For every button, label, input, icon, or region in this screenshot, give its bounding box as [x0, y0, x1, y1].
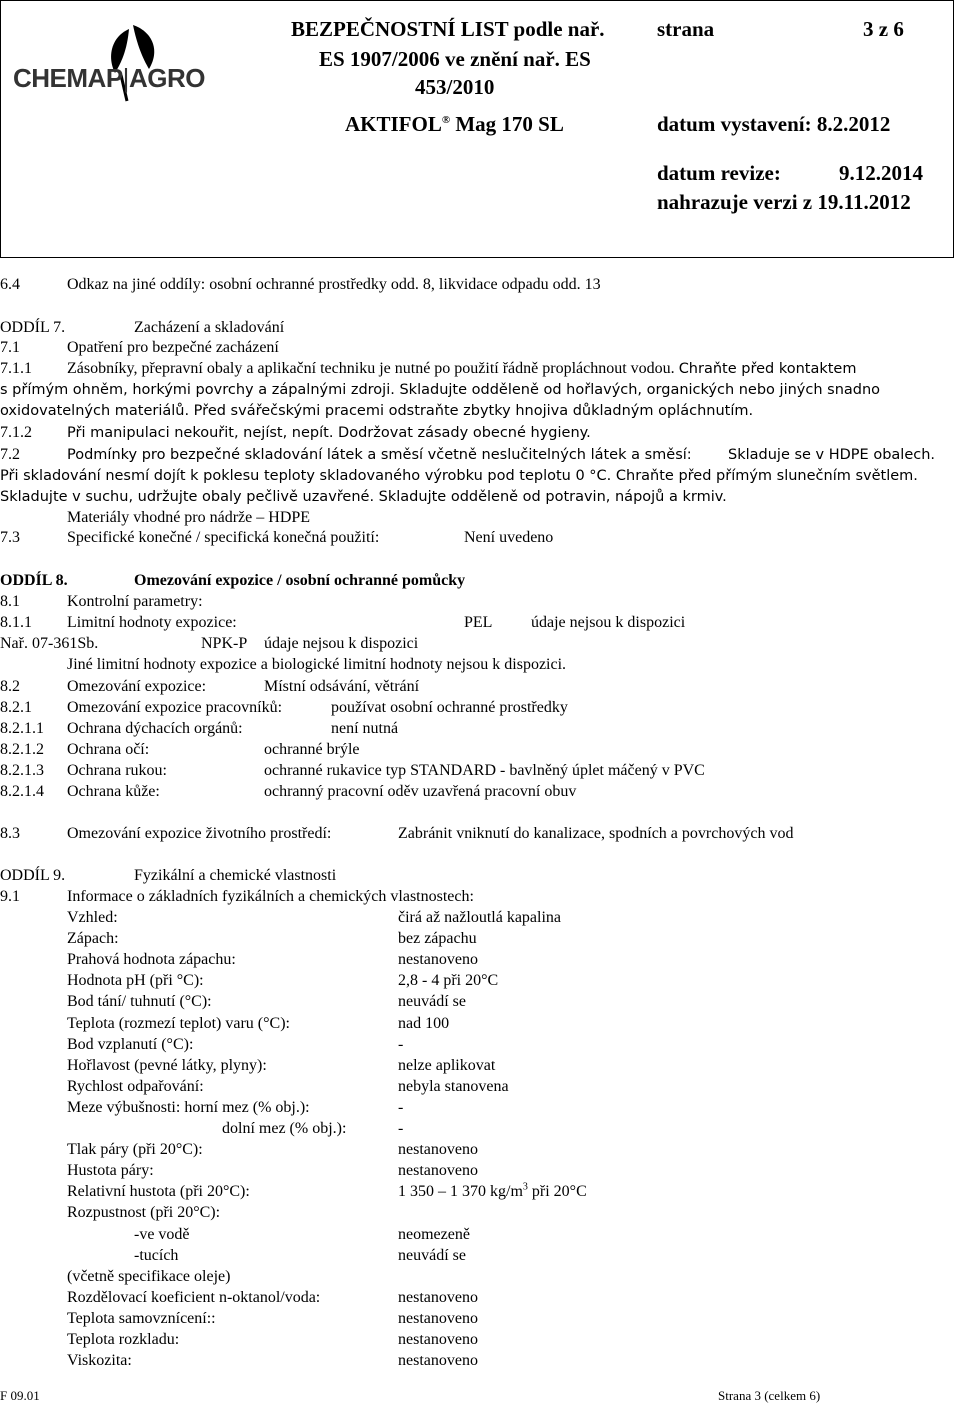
section-value: Není uvedeno: [464, 529, 554, 546]
property-label: (včetně specifikace oleje): [67, 1267, 231, 1285]
property-value: neuvádí se: [398, 1246, 466, 1264]
property-value: nestanoveno: [398, 1309, 478, 1327]
property-value: nelze aplikovat: [398, 1056, 496, 1074]
section-number: 8.2: [0, 678, 20, 695]
section-value: ochranný pracovní oděv uzavřená pracovní obuv: [264, 783, 577, 800]
property-value: 1 350 – 1 370 $kg/m^3$ při 20°C: [398, 1181, 587, 1201]
property-value: neomezeně: [398, 1225, 470, 1243]
section-number: 8.2.1: [0, 699, 32, 716]
property-label: Rozdělovací koeficient n-oktanol/voda:: [67, 1288, 321, 1306]
property-value: nestanoveno: [398, 1162, 478, 1180]
logo-text: CHEMAP|AGRO: [13, 63, 205, 93]
section-heading: Fyzikální a chemické vlastnosti: [134, 867, 337, 884]
sds-title-line-2: ES 1907/2006 ve znění nař. ES: [319, 47, 591, 71]
pel-label: PEL: [464, 614, 493, 631]
property-value: nad 100: [398, 1014, 450, 1032]
section-value: Místní odsávání, větrání: [264, 678, 420, 695]
property-value: bez zápachu: [398, 930, 477, 948]
section-number: 8.2.1.2: [0, 741, 44, 758]
section-number: 8.2.1.4: [0, 783, 44, 800]
property-label: Teplota samovznícení::: [67, 1309, 216, 1327]
section-value: Zabránit vniknutí do kanalizace, spodních a povrchových vod: [398, 825, 794, 842]
property-label: Teplota (rozmezí teplot) varu (°C):: [67, 1014, 290, 1032]
replaces-version: nahrazuje verzi z 19.11.2012: [657, 190, 911, 214]
section-text: Při manipulaci nekouřit, nejíst, nepít. Dodržovat zásady obecné hygieny.: [67, 425, 591, 441]
section-text: Specifické konečné / specifická konečná použití:: [67, 529, 380, 546]
issue-date: datum vystavení: 8.2.2012: [657, 112, 891, 136]
section-heading-number: ODDÍL 9.: [0, 867, 66, 884]
page-label: strana: [657, 17, 715, 41]
paragraph-line: Skladujte v suchu, udržujte obaly pečlivě uzavřené. Skladujte odděleně od potravin, nápojů a krmiv.: [0, 489, 727, 505]
document-header: [0, 0, 954, 258]
property-value: -: [398, 1120, 404, 1137]
revision-value: 9.12.2014: [839, 161, 923, 185]
footer-page-count: Strana 3 (celkem 6): [718, 1388, 821, 1403]
section-text: Ochrana dýchacích orgánů:: [67, 720, 243, 737]
section-heading-number: ODDÍL 7.: [0, 319, 66, 336]
section-number: 7.1.1: [0, 360, 32, 377]
sds-title-line-3: 453/2010: [415, 75, 495, 99]
section-number: 7.2: [0, 446, 20, 463]
property-label: Meze výbušnosti: horní mez (% obj.):: [67, 1098, 310, 1116]
property-label: Bod vzplanutí (°C):: [67, 1035, 194, 1053]
sds-title-line-1: BEZPEČNOSTNÍ LIST podle nař.: [291, 17, 605, 41]
section-number: 7.1: [0, 339, 20, 356]
property-label: Hořlavost (pevné látky, plyny):: [67, 1056, 267, 1074]
property-label: Hodnota pH (při °C):: [67, 972, 204, 990]
section-number: 8.1.1: [0, 614, 32, 631]
property-label: -ve vodě: [134, 1225, 190, 1243]
section-text: Zásobníky, přepravní obaly a aplikační techniku je nutné po použití řádně propláchnout vodou. Chraňte před kontaktem: [67, 360, 857, 377]
property-value: 2,8 - 4 při 20°C: [398, 972, 499, 990]
property-value: -: [398, 1098, 404, 1116]
section-text: Ochrana kůže:: [67, 783, 160, 800]
property-label: Tlak páry (při 20°C):: [67, 1141, 203, 1159]
pel-value: údaje nejsou k dispozici: [531, 614, 686, 631]
section-text: Kontrolní parametry:: [67, 593, 203, 610]
paragraph-line: Při skladování nesmí dojít k poklesu teploty skladovaného výrobku pod teplotu 0 °C. Chraňte před přímým slunečním světlem.: [0, 468, 918, 484]
section-number: 6.4: [0, 276, 20, 293]
section-number: 8.1: [0, 593, 20, 610]
storage-value: Skladuje se v HDPE obalech.: [728, 447, 936, 463]
section-heading-number: ODDÍL 8.: [0, 572, 68, 589]
section-number: 8.3: [0, 825, 20, 842]
section-number: 8.2.1.3: [0, 762, 44, 779]
section-value: ochranné rukavice typ STANDARD - bavlněný úplet máčený v PVC: [264, 762, 705, 779]
paragraph-line: Jiné limitní hodnoty expozice a biologické limitní hodnoty nejsou k dispozici.: [67, 656, 567, 673]
property-label: Hustota páry:: [67, 1162, 154, 1180]
property-label: dolní mez (% obj.):: [222, 1120, 347, 1137]
property-label: Relativní hustota (při 20°C):: [67, 1183, 250, 1201]
paragraph-line: s přímým ohněm, horkými povrchy a zápalnými zdroji. Skladujte odděleně od hořlavých, organických nebo jiných snadno: [0, 382, 881, 398]
property-label: -tucích: [134, 1246, 179, 1264]
section-text: Omezování expozice:: [67, 678, 207, 695]
npk-label: NPK-P: [201, 635, 248, 652]
section-number: 8.2.1.1: [0, 720, 44, 737]
section-value: ochranné brýle: [264, 741, 360, 758]
paragraph-line: oxidovatelných materiálů. Před svářečskými pracemi odstraňte zbytky hnojiva důkladným opláchnutím.: [0, 403, 754, 419]
property-label: Vzhled:: [67, 909, 118, 926]
section-text: Omezování expozice pracovníků:: [67, 699, 283, 716]
property-label: Teplota rozkladu:: [67, 1331, 180, 1348]
section-text: Ochrana očí:: [67, 741, 150, 758]
section-number: 7.3: [0, 529, 20, 546]
property-label: Bod tání/ tuhnutí (°C):: [67, 993, 212, 1011]
property-label: Zápach:: [67, 930, 119, 948]
section-text: Odkaz na jiné oddíly: osobní ochranné prostředky odd. 8, likvidace odpadu odd. 13: [67, 276, 601, 293]
footer-form-code: F 09.01: [0, 1388, 40, 1403]
paragraph-line: Materiály vhodné pro nádrže – HDPE: [67, 509, 311, 526]
property-value: nestanoveno: [398, 1352, 478, 1370]
section-text: Podmínky pro bezpečné skladování látek a směsí včetně neslučitelných látek a směsí:: [67, 447, 692, 463]
property-label: Rozpustnost (při 20°C):: [67, 1204, 221, 1222]
property-value: nestanoveno: [398, 1141, 478, 1159]
section-text: Opatření pro bezpečné zacházení: [67, 339, 279, 356]
section-text: Ochrana rukou:: [67, 762, 167, 779]
section-heading: Zacházení a skladování: [134, 319, 285, 336]
section-text: Limitní hodnoty expozice:: [67, 614, 237, 631]
property-value: nebyla stanovena: [398, 1077, 509, 1095]
npk-value: údaje nejsou k dispozici: [264, 635, 419, 652]
property-value: nestanoveno: [398, 1288, 478, 1306]
property-value: -: [398, 1035, 404, 1053]
section-number: 7.1.2: [0, 424, 32, 441]
section-value: není nutná: [331, 720, 399, 737]
section-value: používat osobní ochranné prostředky: [331, 699, 568, 716]
section-text: Omezování expozice životního prostředí:: [67, 825, 332, 842]
property-label: Rychlost odpařování:: [67, 1077, 204, 1095]
revision-label: datum revize:: [657, 161, 781, 185]
product-name: AKTIFOL® Mag 170 SL: [345, 112, 564, 136]
section-text: Informace o základních fyzikálních a chemických vlastnostech:: [67, 888, 474, 905]
regulation-ref: Nař. 07-361Sb.: [0, 635, 99, 652]
property-value: nestanoveno: [398, 951, 478, 969]
property-value: nestanoveno: [398, 1331, 478, 1348]
property-value: čirá až nažloutlá kapalina: [398, 909, 562, 926]
section-heading: Omezování expozice / osobní ochranné pomůcky: [134, 572, 466, 589]
property-value: neuvádí se: [398, 993, 466, 1011]
property-label: Prahová hodnota zápachu:: [67, 951, 236, 969]
section-number: 9.1: [0, 888, 20, 905]
property-label: Viskozita:: [67, 1352, 132, 1370]
page-value: 3 z 6: [863, 17, 904, 41]
